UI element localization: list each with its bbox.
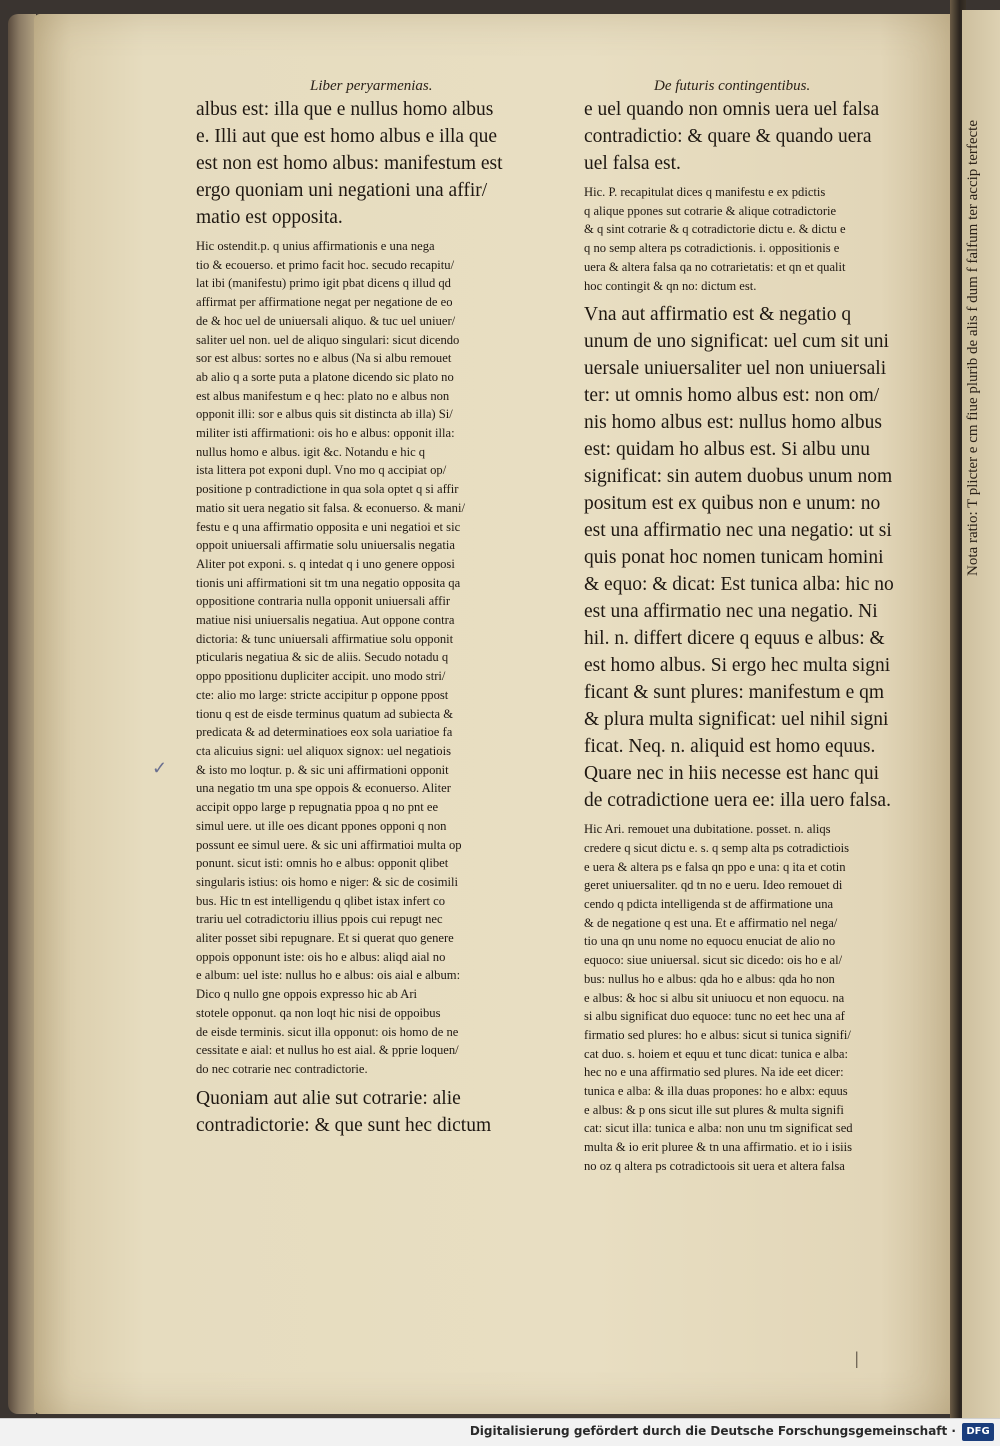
- text-line: e album: uel iste: nullus ho e albus: ois aial e album:: [196, 968, 461, 983]
- text-line: Vna aut affirmatio est & negatio q: [584, 304, 852, 326]
- text-line: & de negatione q est una. Et e affirmatio nel nega/: [584, 915, 838, 930]
- text-line: tionis uni affirmationi sit tm una negatio opposita qa: [196, 575, 461, 590]
- text-line: uel falsa est.: [584, 153, 681, 174]
- footer-bar: [0, 1418, 1000, 1446]
- marginal-check-mark: ✓: [152, 758, 168, 778]
- left-text-column: [196, 96, 548, 1145]
- text-line: est homo albus. Si ergo hec multa signi: [584, 655, 891, 677]
- text-line: de & hoc uel de uniuersali aliquo. & tuc uel uniuer/: [196, 313, 456, 328]
- text-line: trariu uel cotradictoriu illius ppois cui repugt nec: [196, 912, 443, 927]
- text-line: Quoniam aut alie sut cotrarie: alie: [196, 1087, 461, 1109]
- text-line: no oz q altera ps cotradictoois sit uera et altera falsa: [584, 1158, 845, 1173]
- paragraph: [584, 820, 936, 1175]
- text-line: geret uniuersaliter. qd tn no e ueru. Ideo remouet di: [584, 878, 843, 893]
- text-line: accipit oppo large p repugnatia ppoa q no pnt ee: [196, 800, 439, 815]
- running-head-right: De futuris contingentibus.: [654, 78, 811, 94]
- text-line: predicata & ad determinatioes eox sola uariatioe fa: [196, 725, 453, 740]
- text-line: est albus manifestum e q hec: plato no e albus non: [196, 388, 450, 403]
- text-line: singularis istius: ois homo e niger: & sic de cosimili: [196, 874, 459, 889]
- text-line: matio sit uera negatio sit falsa. & econuerso. & mani/: [196, 500, 465, 515]
- text-line: ter: ut omnis homo albus est: non om/: [584, 385, 880, 407]
- text-line: possunt ee simul uere. & sic uni affirmatioi multa op: [196, 837, 462, 852]
- text-line: e albus: & hoc si albu sit uniuocu et non equocu. na: [584, 990, 845, 1005]
- text-line: tionu q est de eisde terminus quatum ad subiecta &: [196, 706, 454, 721]
- text-line: saliter uel non. uel de aliquo singulari: sicut dicendo: [196, 332, 460, 347]
- text-line: nullus homo e albus. igit &c. Notandu e hic q: [196, 444, 426, 459]
- text-line: Quare nec in hiis necesse est hanc qui: [584, 763, 880, 785]
- text-line: ponunt. sicut isti: omnis ho e albus: opponit qlibet: [196, 856, 449, 871]
- text-line: militer isti affirmationi: ois ho e albus: opponit illa:: [196, 426, 455, 441]
- text-line: positum est ex quibus non e unum: no: [584, 493, 881, 515]
- text-line: tunica e alba: & illa duas propones: ho e albx: equus: [584, 1084, 848, 1099]
- paragraph: [584, 183, 936, 295]
- text-line: cta alicuius signi: uel aliquox signox: uel negatiois: [196, 743, 451, 758]
- text-line: Hic Ari. remouet una dubitatione. posset. n. aliqs: [584, 822, 831, 837]
- text-line: est una affirmatio nec una negatio: ut si: [584, 520, 892, 542]
- text-line: una negatio tm una spe oppois & econuerso. Aliter: [196, 781, 451, 796]
- text-line: Aliter pot exponi. s. q intedat q i uno genere opposi: [196, 556, 455, 571]
- paragraph: [584, 96, 936, 177]
- paragraph: [584, 301, 936, 814]
- text-line: e uera & altera ps e falsa qn ppo e una: q ita et cotin: [584, 859, 846, 874]
- text-line: pticularis negatiua & sic de aliis. Secudo notadu q: [196, 650, 449, 665]
- text-line: oppo ppositionu dupliciter accipit. uno modo stri/: [196, 669, 446, 684]
- text-line: hoc contingit & qn no: dictum est.: [584, 278, 757, 293]
- text-line: & q sint cotrarie & q cotradictorie dictu e. & dictu e: [584, 222, 846, 237]
- text-line: bus. Hic tn est intelligendu q qlibet istax infert co: [196, 893, 446, 908]
- paragraph: [196, 96, 548, 231]
- text-line: unum de uno significat: uel cum sit uni: [584, 331, 889, 353]
- text-line: uera & altera falsa qa no cotrarietatis: et qn et qualit: [584, 259, 846, 274]
- right-text-column: [584, 96, 936, 1182]
- text-line: est una affirmatio nec una negatio. Ni: [584, 601, 878, 623]
- text-line: cessitate e aial: et nullus ho est aial. & pprie loquen/: [196, 1043, 459, 1058]
- text-line: aliter posset sibi repugnare. Et si querat quo genere: [196, 931, 454, 946]
- text-line: Hic. P. recapitulat dices q manifestu e ex pdictis: [584, 185, 826, 199]
- facing-page-text: Nota ratio: T plicter e cm fiue plurib de alis f dum f falfum ter accip terfecte: [965, 120, 981, 576]
- text-line: nis homo albus est: nullus homo albus: [584, 412, 882, 434]
- text-line: equoco: siue uniuersal. sicut sic dicedo: ois ho e al/: [584, 953, 843, 968]
- text-line: oppositione contraria nulla opponit uniuersali affir: [196, 594, 451, 609]
- text-line: matiue nisi uniuersalis negatiua. Aut oppone contra: [196, 613, 455, 628]
- dfg-logo: DFG: [962, 1423, 994, 1441]
- text-line: positione p contradictione in qua sola optet q si affir: [196, 482, 459, 497]
- text-line: oppoit uniuersali affirmatie solu uniuersalis negatia: [196, 538, 455, 553]
- text-line: ergo quoniam uni negationi una affir/: [196, 180, 488, 201]
- text-line: si albu significat duo equoce: tunc no eet hec una af: [584, 1009, 845, 1024]
- text-line: hec no e una affirmatio sed plures. Na ide eet dicer:: [584, 1065, 844, 1080]
- text-line: e albus: & p ons sicut ille sut plures & multa signifi: [584, 1102, 844, 1117]
- text-line: & isto mo loqtur. p. & sic uni affirmationi opponit: [196, 762, 449, 777]
- paragraph: [196, 237, 548, 1079]
- text-line: & equo: & dicat: Est tunica alba: hic no: [584, 574, 894, 596]
- text-line: contradictio: & quare & quando uera: [584, 126, 872, 147]
- text-line: ficat. Neq. n. aliquid est homo equus.: [584, 736, 876, 758]
- text-line: opponit illi: sor e albus quis sit distincta ab illa) Si/: [196, 407, 453, 422]
- text-line: e uel quando non omnis uera uel falsa: [584, 99, 880, 120]
- text-line: ficant & sunt plures: manifestum e qm: [584, 682, 885, 704]
- text-line: affirmat per affirmatione negat per negatione de eo: [196, 295, 453, 310]
- text-line: Hic ostendit.p. q unius affirmationis e una nega: [196, 239, 435, 253]
- text-line: oppois opponunt iste: ois ho e albus: aliqd aial no: [196, 949, 446, 964]
- text-line: contradictorie: & que sunt hec dictum: [196, 1114, 492, 1136]
- text-line: est non est homo albus: manifestum est: [196, 153, 503, 174]
- text-line: ab alio q a sorte puta a platone dicendo sic plato no: [196, 369, 454, 384]
- text-line: dictoria: & tunc uniuersali affirmatiue solu opponit: [196, 631, 454, 646]
- text-line: hil. n. differt dicere q equus e albus: &: [584, 628, 885, 650]
- text-line: q alique ppones sut cotrarie & alique cotradictorie: [584, 203, 837, 218]
- book-page-edge: [8, 14, 36, 1414]
- text-line: e. Illi aut que est homo albus e illa que: [196, 126, 498, 147]
- text-line: cat: sicut illa: tunica e alba: non unu tm significat sed: [584, 1121, 853, 1136]
- text-line: significat: sin autem duobus unum nom: [584, 466, 893, 488]
- text-line: cat duo. s. hoiem et equu et tunc dicat: tunica e alba:: [584, 1046, 849, 1061]
- text-line: simul uere. ut ille oes dicant ppones opponi q non: [196, 818, 447, 833]
- text-line: ista littera pot exponi dupl. Vno mo q accipiat op/: [196, 463, 447, 478]
- text-line: de eisde terminis. sicut illa opponut: ois homo de ne: [196, 1024, 459, 1039]
- text-line: uersale uniuersaliter uel non uniuersali: [584, 358, 887, 380]
- text-line: de cotradictione uera ee: illa uero falsa.: [584, 790, 891, 812]
- funding-notice: Digitalisierung gefördert durch die Deutsche Forschungsgemeinschaft ·: [469, 1424, 956, 1438]
- text-line: q no semp altera ps cotradictionis. i. oppositionis e: [584, 241, 840, 256]
- text-line: albus est: illa que e nullus homo albus: [196, 99, 494, 120]
- text-line: cendo q pdicta intelligenda st de affirmatione una: [584, 897, 834, 912]
- marginal-stroke-mark: |: [855, 1348, 859, 1368]
- text-line: bus: nullus ho e albus: qda ho e albus: qda ho non: [584, 971, 835, 986]
- text-line: multa & io erit pluree & tn una affirmatio. et io i isiis: [584, 1140, 853, 1155]
- facing-page-fragment: [962, 10, 1000, 1418]
- text-line: & plura multa significat: uel nihil signi: [584, 709, 889, 731]
- text-line: tio una qn unu nome no equocu enuciat de alio no: [584, 934, 836, 949]
- text-line: do nec cotrarie nec contradictorie.: [196, 1061, 368, 1076]
- text-line: firmatio sed plures: ho e albus: sicut si tunica signifi/: [584, 1027, 851, 1042]
- text-line: cte: alio mo large: stricte accipitur p oppone ppost: [196, 687, 449, 702]
- text-line: sor est albus: sortes no e albus (Na si albu remouet: [196, 351, 452, 366]
- text-line: credere q sicut dictu e. s. q semp alta ps cotradictiois: [584, 840, 850, 855]
- running-head-left: Liber peryarmenias.: [310, 78, 433, 94]
- text-line: lat ibi (manifestu) primo igit pbat dicens q illud qd: [196, 276, 451, 291]
- text-line: festu e q una affirmatio opposita e uni negatioi et sic: [196, 519, 461, 534]
- text-line: matio est opposita.: [196, 207, 343, 228]
- text-line: est: quidam ho albus est. Si albu unu: [584, 439, 870, 461]
- text-line: quis ponat hoc nomen tunicam homini: [584, 547, 884, 569]
- text-line: Dico q nullo gne oppois expresso hic ab Ari: [196, 987, 418, 1002]
- paragraph: [196, 1085, 548, 1139]
- text-line: tio & ecouerso. et primo facit hoc. secudo recapitu/: [196, 257, 455, 272]
- text-line: stotele opponut. qa non loqt hic nisi de oppoibus: [196, 1005, 441, 1020]
